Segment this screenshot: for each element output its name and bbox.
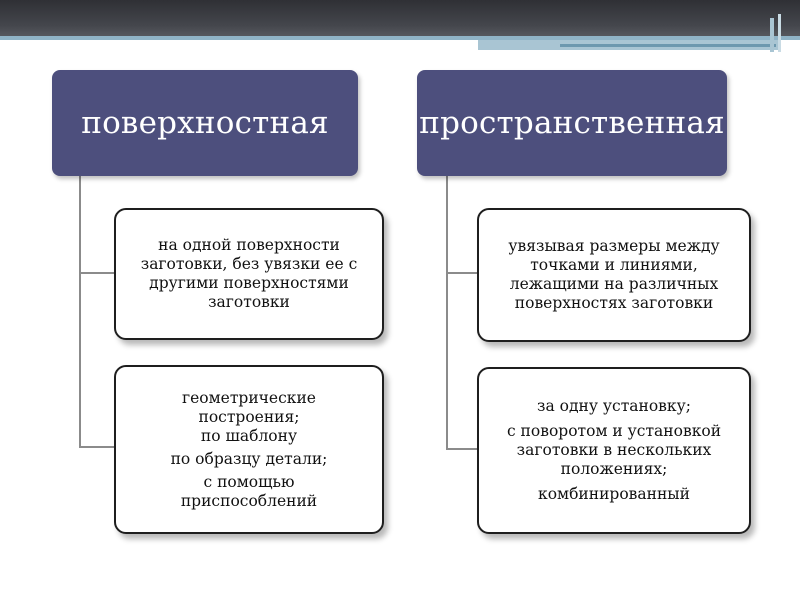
slide-decor-stripe (778, 14, 781, 52)
box-text-line: поверхностях заготовки (514, 294, 714, 312)
box-text-line: с поворотом и установкой (506, 422, 722, 440)
surface-single-box (114, 208, 384, 340)
left-tree-trunk (79, 176, 81, 448)
header-surface: поверхностная (52, 70, 358, 176)
box-text-line: положениях; (560, 460, 668, 478)
box-text-line: с помощью (203, 472, 295, 491)
box-text-line: построения; (198, 407, 300, 426)
box-text-line: заготовки в нескольких (516, 441, 712, 459)
box-text-line: по шаблону (200, 426, 298, 445)
left-branch-1 (79, 272, 114, 274)
header-spatial: пространственная (417, 70, 727, 176)
spatial-methods-box (477, 367, 751, 534)
method-item (181, 473, 317, 511)
slide-top-bar (0, 0, 800, 36)
box-text-line: лежащими на различных (509, 275, 719, 293)
box-text-line: на одной поверхности (158, 236, 340, 254)
slide-decor-stripe (770, 18, 774, 52)
box-text-line: приспособлений (180, 491, 318, 510)
slide-decor-stripe (560, 44, 776, 47)
box-text-line: другими поверхностями (149, 274, 349, 292)
surface-methods-box (114, 365, 384, 534)
right-branch-1 (446, 272, 477, 274)
method-item (507, 422, 721, 479)
box-text-line: комбинированный (538, 485, 690, 503)
box-text-line: по образцу детали; (170, 449, 328, 468)
box-text-line: увязывая размеры между (508, 237, 720, 255)
box-text-line: геометрические (182, 388, 316, 407)
right-tree-trunk (446, 176, 448, 450)
right-branch-2 (446, 448, 477, 450)
method-item (182, 389, 316, 427)
box-text-line: заготовки (208, 293, 290, 311)
box-text-line: заготовки, без увязки ее с (140, 255, 358, 273)
box-text-line: точками и линиями, (530, 256, 698, 274)
spatial-link-box (477, 208, 751, 342)
left-branch-2 (79, 446, 114, 448)
box-text-line: за одну установку; (537, 397, 691, 415)
